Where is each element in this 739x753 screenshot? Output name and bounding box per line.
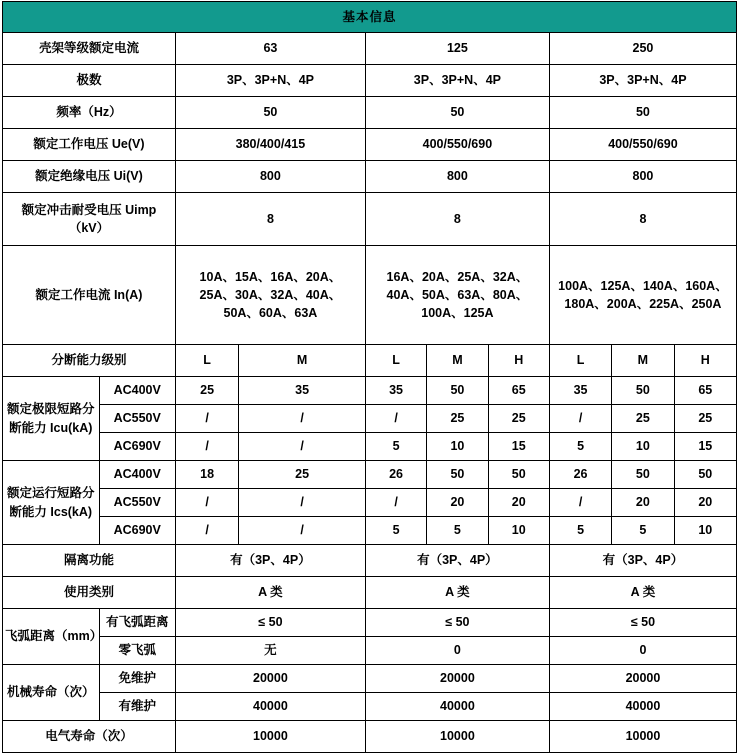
cell-ics-ac690v-125-m: 5 — [427, 517, 488, 545]
spec-sheet — [0, 1, 739, 744]
row-label-frame-rating: 壳架等级额定电流 — [3, 33, 176, 65]
table-row — [3, 721, 737, 753]
cell-icu-ac400v-63-l: 25 — [175, 377, 238, 405]
table-row — [3, 609, 737, 637]
cell-uimp-125: 8 — [365, 193, 549, 246]
specification-table — [2, 1, 737, 753]
cell-breaking-class-63-l: L — [175, 345, 238, 377]
cell-in-250: 100A、125A、140A、160A、180A、200A、225A、250A — [549, 246, 736, 345]
table-row — [3, 433, 737, 461]
row-label-poles: 极数 — [3, 65, 176, 97]
cell-ue-63: 380/400/415 — [175, 129, 365, 161]
cell-usage-63: A 类 — [175, 577, 365, 609]
cell-icu-ac400v-250-l: 35 — [549, 377, 611, 405]
cell-frame-rating-63: 63 — [175, 33, 365, 65]
row-sublabel-mech-maintained: 有维护 — [99, 693, 175, 721]
cell-icu-ac400v-125-m: 50 — [427, 377, 488, 405]
cell-icu-ac400v-125-h: 65 — [488, 377, 549, 405]
row-label-ics: 额定运行短路分断能力 Ics(kA) — [3, 461, 100, 545]
row-label-uimp: 额定冲击耐受电压 Uimp（kV） — [3, 193, 176, 246]
cell-usage-125: A 类 — [365, 577, 549, 609]
cell-ics-ac400v-125-l: 26 — [365, 461, 426, 489]
page-title: 基本信息 — [3, 2, 737, 33]
cell-ics-ac690v-250-m: 5 — [612, 517, 674, 545]
cell-arc-zero-63: 无 — [175, 637, 365, 665]
cell-ics-ac690v-63-m: / — [239, 517, 366, 545]
cell-mech-free-250: 20000 — [549, 665, 736, 693]
cell-breaking-class-250-l: L — [549, 345, 611, 377]
row-sublabel-arc-zero: 零飞弧 — [99, 637, 175, 665]
cell-in-125: 16A、20A、25A、32A、40A、50A、63A、80A、100A、125A — [365, 246, 549, 345]
table-row — [3, 33, 737, 65]
cell-ics-ac400v-63-l: 18 — [175, 461, 238, 489]
cell-icu-ac690v-250-h: 15 — [674, 433, 736, 461]
cell-breaking-class-125-m: M — [427, 345, 488, 377]
row-sublabel-icu-ac400v: AC400V — [99, 377, 175, 405]
cell-arc-with-250: ≤ 50 — [549, 609, 736, 637]
cell-ics-ac400v-250-m: 50 — [612, 461, 674, 489]
cell-frame-rating-250: 250 — [549, 33, 736, 65]
table-row — [3, 461, 737, 489]
row-label-elec-life: 电气寿命（次） — [3, 721, 176, 753]
cell-ics-ac550v-125-m: 20 — [427, 489, 488, 517]
cell-icu-ac550v-125-l: / — [365, 405, 426, 433]
cell-arc-with-125: ≤ 50 — [365, 609, 549, 637]
cell-isolation-125: 有（3P、4P） — [365, 545, 549, 577]
cell-poles-63: 3P、3P+N、4P — [175, 65, 365, 97]
cell-icu-ac690v-63-l: / — [175, 433, 238, 461]
cell-isolation-63: 有（3P、4P） — [175, 545, 365, 577]
cell-breaking-class-250-h: H — [674, 345, 736, 377]
cell-icu-ac400v-250-m: 50 — [612, 377, 674, 405]
cell-ics-ac550v-125-l: / — [365, 489, 426, 517]
cell-frequency-125: 50 — [365, 97, 549, 129]
cell-breaking-class-63-m: M — [239, 345, 366, 377]
cell-icu-ac550v-125-h: 25 — [488, 405, 549, 433]
table-row — [3, 517, 737, 545]
cell-ics-ac550v-63-l: / — [175, 489, 238, 517]
cell-icu-ac690v-63-m: / — [239, 433, 366, 461]
cell-icu-ac690v-125-l: 5 — [365, 433, 426, 461]
cell-mech-maintained-125: 40000 — [365, 693, 549, 721]
row-label-ue: 额定工作电压 Ue(V) — [3, 129, 176, 161]
cell-isolation-250: 有（3P、4P） — [549, 545, 736, 577]
table-title-row — [3, 2, 737, 33]
row-label-breaking-class: 分断能力级别 — [3, 345, 176, 377]
cell-mech-free-125: 20000 — [365, 665, 549, 693]
cell-ue-125: 400/550/690 — [365, 129, 549, 161]
cell-ics-ac400v-250-l: 26 — [549, 461, 611, 489]
cell-ue-250: 400/550/690 — [549, 129, 736, 161]
cell-icu-ac690v-125-m: 10 — [427, 433, 488, 461]
cell-ics-ac550v-250-m: 20 — [612, 489, 674, 517]
cell-ui-125: 800 — [365, 161, 549, 193]
cell-arc-with-63: ≤ 50 — [175, 609, 365, 637]
cell-ics-ac690v-125-l: 5 — [365, 517, 426, 545]
cell-breaking-class-125-l: L — [365, 345, 426, 377]
row-sublabel-ics-ac550v: AC550V — [99, 489, 175, 517]
table-row — [3, 405, 737, 433]
cell-ics-ac550v-125-h: 20 — [488, 489, 549, 517]
row-sublabel-icu-ac550v: AC550V — [99, 405, 175, 433]
table-row — [3, 193, 737, 246]
cell-uimp-250: 8 — [549, 193, 736, 246]
table-row — [3, 377, 737, 405]
table-row — [3, 65, 737, 97]
row-sublabel-mech-maintenance-free: 免维护 — [99, 665, 175, 693]
cell-frame-rating-125: 125 — [365, 33, 549, 65]
row-label-ui: 额定绝缘电压 Ui(V) — [3, 161, 176, 193]
cell-arc-zero-250: 0 — [549, 637, 736, 665]
cell-poles-125: 3P、3P+N、4P — [365, 65, 549, 97]
cell-ics-ac400v-125-h: 50 — [488, 461, 549, 489]
cell-ics-ac550v-250-h: 20 — [674, 489, 736, 517]
row-label-icu: 额定极限短路分断能力 Icu(kA) — [3, 377, 100, 461]
cell-icu-ac550v-63-m: / — [239, 405, 366, 433]
cell-ics-ac400v-63-m: 25 — [239, 461, 366, 489]
cell-icu-ac400v-250-h: 65 — [674, 377, 736, 405]
row-label-frequency: 频率（Hz） — [3, 97, 176, 129]
cell-elec-life-250: 10000 — [549, 721, 736, 753]
table-row — [3, 129, 737, 161]
cell-icu-ac400v-125-l: 35 — [365, 377, 426, 405]
table-row — [3, 161, 737, 193]
cell-icu-ac550v-63-l: / — [175, 405, 238, 433]
cell-ics-ac690v-63-l: / — [175, 517, 238, 545]
cell-elec-life-125: 10000 — [365, 721, 549, 753]
cell-ui-250: 800 — [549, 161, 736, 193]
cell-poles-250: 3P、3P+N、4P — [549, 65, 736, 97]
row-label-arc-distance: 飞弧距离（mm） — [3, 609, 100, 665]
cell-breaking-class-250-m: M — [612, 345, 674, 377]
cell-mech-maintained-63: 40000 — [175, 693, 365, 721]
row-sublabel-ics-ac690v: AC690V — [99, 517, 175, 545]
table-row — [3, 246, 737, 345]
row-sublabel-icu-ac690v: AC690V — [99, 433, 175, 461]
cell-icu-ac400v-63-m: 35 — [239, 377, 366, 405]
table-row — [3, 665, 737, 693]
row-label-usage: 使用类别 — [3, 577, 176, 609]
cell-icu-ac690v-250-l: 5 — [549, 433, 611, 461]
cell-usage-250: A 类 — [549, 577, 736, 609]
table-row — [3, 577, 737, 609]
row-sublabel-ics-ac400v: AC400V — [99, 461, 175, 489]
table-row — [3, 97, 737, 129]
table-row — [3, 489, 737, 517]
cell-uimp-63: 8 — [175, 193, 365, 246]
cell-arc-zero-125: 0 — [365, 637, 549, 665]
cell-icu-ac550v-250-h: 25 — [674, 405, 736, 433]
cell-elec-life-63: 10000 — [175, 721, 365, 753]
cell-icu-ac550v-250-l: / — [549, 405, 611, 433]
cell-icu-ac690v-250-m: 10 — [612, 433, 674, 461]
row-label-in: 额定工作电流 In(A) — [3, 246, 176, 345]
cell-ics-ac550v-250-l: / — [549, 489, 611, 517]
cell-ics-ac690v-250-l: 5 — [549, 517, 611, 545]
cell-ics-ac550v-63-m: / — [239, 489, 366, 517]
cell-frequency-250: 50 — [549, 97, 736, 129]
cell-mech-maintained-250: 40000 — [549, 693, 736, 721]
cell-frequency-63: 50 — [175, 97, 365, 129]
cell-in-63: 10A、15A、16A、20A、25A、30A、32A、40A、50A、60A、63A — [175, 246, 365, 345]
table-row — [3, 345, 737, 377]
cell-breaking-class-125-h: H — [488, 345, 549, 377]
cell-icu-ac550v-250-m: 25 — [612, 405, 674, 433]
row-label-mech-life: 机械寿命（次） — [3, 665, 100, 721]
table-row — [3, 545, 737, 577]
cell-ui-63: 800 — [175, 161, 365, 193]
cell-ics-ac690v-125-h: 10 — [488, 517, 549, 545]
cell-ics-ac690v-250-h: 10 — [674, 517, 736, 545]
cell-icu-ac550v-125-m: 25 — [427, 405, 488, 433]
table-row — [3, 637, 737, 665]
cell-ics-ac400v-250-h: 50 — [674, 461, 736, 489]
table-row — [3, 693, 737, 721]
cell-mech-free-63: 20000 — [175, 665, 365, 693]
cell-ics-ac400v-125-m: 50 — [427, 461, 488, 489]
row-sublabel-arc-with: 有飞弧距离 — [99, 609, 175, 637]
row-label-isolation: 隔离功能 — [3, 545, 176, 577]
cell-icu-ac690v-125-h: 15 — [488, 433, 549, 461]
